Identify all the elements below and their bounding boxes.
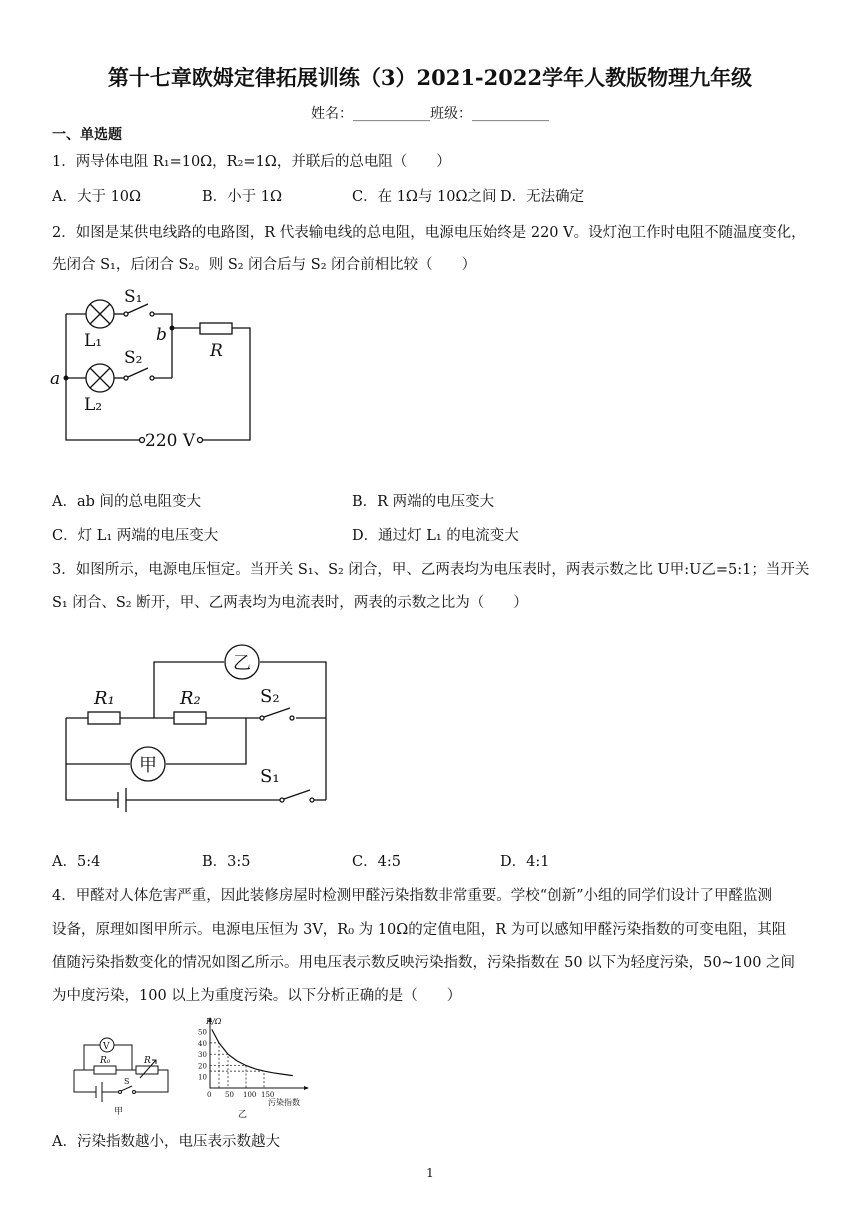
chart-y-tick-label: 20 bbox=[198, 1062, 207, 1071]
label-l1: L₁ bbox=[84, 331, 103, 351]
label-s2: S₂ bbox=[124, 348, 143, 368]
q2-circuit-figure bbox=[40, 282, 280, 462]
section-title: 一、单选题 bbox=[52, 127, 122, 143]
label-s1: S₁ bbox=[124, 287, 143, 307]
q4-chart bbox=[194, 1010, 314, 1126]
q4-stem-line-3: 值随污染指数变化的情况如图乙所示。用电压表示数反映污染指数，污染指数在 50 以下为轻度污染，50~100 之间 bbox=[52, 955, 796, 971]
label-s1: S₁ bbox=[260, 766, 280, 787]
label-s: S bbox=[124, 1077, 130, 1086]
chart-x-tick-label: 150 bbox=[261, 1091, 275, 1099]
chart-x-tick-label: 0 bbox=[207, 1091, 212, 1099]
q2-stem-line-1: 2．如图是某供电线路的电路图，R 代表输电线的总电阻，电源电压始终是 220 V。设灯泡工作时电阻不随温度变化， bbox=[52, 225, 806, 241]
chart-guide-line bbox=[210, 1071, 264, 1088]
chart-caption: 乙 bbox=[238, 1110, 248, 1120]
q2-option-c: C．灯 L₁ 两端的电压变大 bbox=[52, 528, 219, 544]
q1-option-a: A．大于 10Ω bbox=[52, 189, 142, 205]
chart-y-tick-label: 40 bbox=[198, 1039, 207, 1048]
q3-option-a: A．5:4 bbox=[52, 854, 101, 870]
meter-yi-label: 乙 bbox=[233, 653, 251, 674]
chart-y-tick-label: 10 bbox=[198, 1073, 207, 1082]
q3-stem-line-2: S₁ 闭合、S₂ 断开，甲、乙两表均为电流表时，两表的示数之比为（ ） bbox=[52, 595, 528, 611]
chart-x-tick-label: 100 bbox=[243, 1091, 257, 1099]
label-s2: S₂ bbox=[260, 686, 280, 707]
page-number: 1 bbox=[426, 1166, 434, 1180]
chart-y-tick-label: 30 bbox=[198, 1051, 207, 1060]
voltmeter-label: V bbox=[103, 1042, 110, 1052]
q3-option-c: C．4:5 bbox=[352, 854, 401, 870]
name-class-line: 姓名：___________班级：___________ bbox=[311, 106, 549, 122]
q4-circuit-figure bbox=[62, 1030, 182, 1124]
label-r0: R₀ bbox=[100, 1056, 111, 1066]
chart-y-tick-label: 50 bbox=[198, 1028, 207, 1037]
label-b: b bbox=[156, 325, 167, 345]
q4-stem-line-1: 4．甲醛对人体危害严重，因此装修房屋时检测甲醛污染指数非常重要。学校“创新”小组的同学们设计了甲醛监测 bbox=[52, 888, 773, 904]
q1-option-c: C．在 1Ω与 10Ω之间 bbox=[352, 189, 497, 205]
q4-option-a: A．污染指数越小，电压表示数越大 bbox=[52, 1134, 280, 1150]
chart-axis-lines bbox=[210, 1018, 308, 1088]
q1-stem: 1．两导体电阻 R₁=10Ω，R₂=1Ω，并联后的总电阻（ ） bbox=[52, 154, 451, 170]
meter-jia-label: 甲 bbox=[139, 755, 157, 776]
q4-stem-line-2: 设备，原理如图甲所示。电源电压恒为 3V，R₀ 为 10Ω的定值电阻，R 为可以感知甲醛污染指数的可变电阻，其阻 bbox=[52, 922, 787, 938]
q3-stem-line-1: 3．如图所示，电源电压恒定。当开关 S₁、S₂ 闭合，甲、乙两表均为电压表时，两表示数之比 U甲:U乙=5:1；当开关 bbox=[52, 562, 810, 578]
label-r2: R₂ bbox=[180, 688, 201, 709]
label-r: R bbox=[210, 341, 223, 361]
chart-ylabel: R/Ω bbox=[206, 1017, 222, 1026]
label-l2: L₂ bbox=[84, 395, 103, 415]
q2-option-d: D．通过灯 L₁ 的电流变大 bbox=[352, 528, 519, 544]
q1-option-d: D．无法确定 bbox=[500, 189, 585, 205]
chart-guides bbox=[210, 1043, 264, 1088]
q1-option-b: B．小于 1Ω bbox=[202, 189, 283, 205]
label-r1: R₁ bbox=[94, 688, 115, 709]
q3-option-b: B．3:5 bbox=[202, 854, 251, 870]
chart-x-arrow bbox=[304, 1086, 309, 1090]
q2-stem-line-2: 先闭合 S₁，后闭合 S₂。则 S₂ 闭合后与 S₂ 闭合前相比较（ ） bbox=[52, 257, 477, 273]
q3-circuit-figure bbox=[54, 632, 344, 812]
chart-xlabel: 污染指数 bbox=[268, 1098, 300, 1107]
label-voltage: 220 V bbox=[145, 431, 196, 451]
page-title: 第十七章欧姆定律拓展训练（3）2021-2022学年人教版物理九年级 bbox=[107, 65, 753, 90]
q2-option-b: B．R 两端的电压变大 bbox=[352, 494, 495, 510]
chart-series-line bbox=[212, 1029, 293, 1075]
q3-option-d: D．4:1 bbox=[500, 854, 550, 870]
label-r: R bbox=[144, 1056, 151, 1066]
chart-axes bbox=[208, 1017, 309, 1090]
label-a: a bbox=[50, 369, 61, 389]
figure-jia-caption: 甲 bbox=[114, 1107, 124, 1117]
q2-option-a: A．ab 间的总电阻变大 bbox=[52, 494, 202, 510]
chart-x-tick-label: 50 bbox=[225, 1091, 234, 1099]
q4-stem-line-4: 为中度污染，100 以上为重度污染。以下分析正确的是（ ） bbox=[52, 988, 462, 1004]
